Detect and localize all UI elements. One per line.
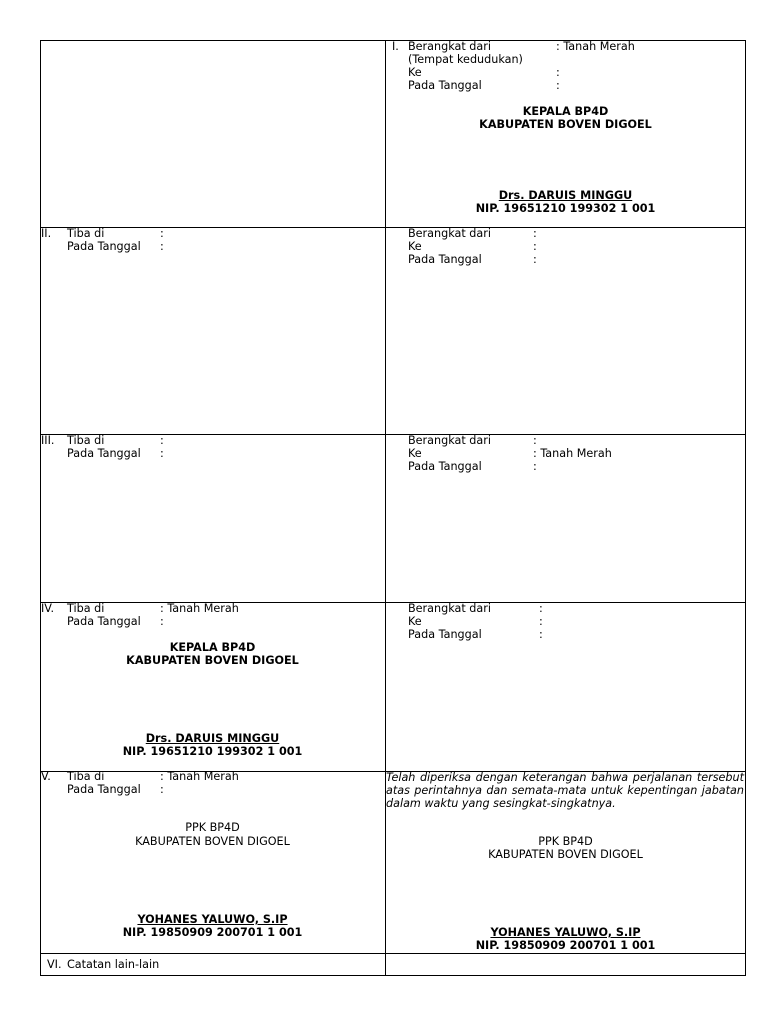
office-subtitle: KABUPATEN BOVEN DIGOEL [126,654,299,667]
row-number: III. [41,434,55,447]
ke-value: : Tanah Merah [533,447,612,460]
tanggal-value: : [160,447,164,460]
signer-name: YOHANES YALUWO, S.IP [137,913,288,926]
tempat-kedudukan-label: (Tempat kedudukan) [408,53,523,66]
ke-label: Ke [408,447,422,460]
berangkat-value: : [539,602,543,615]
berangkat-label: Berangkat dari [408,434,491,447]
berangkat-label: Berangkat dari [408,602,491,615]
tiba-value: : [160,434,164,447]
berangkat-label: Berangkat dari [408,40,491,53]
office-title: KEPALA BP4D [522,105,609,118]
right-office-title: PPK BP4D [538,835,593,848]
tanggal-value: : [160,615,164,628]
right-signer-nip: NIP. 19850909 200701 1 001 [475,939,656,952]
verification-statement: Telah diperiksa dengan keterangan bahwa perjalanan tersebut atas perintahnya dan semata-mata untuk kepentingan jabatan dalam waktu yang sesingkat-singkatnya. [386,771,744,810]
tanggal-label: Pada Tanggal [408,79,482,92]
office-subtitle: KABUPATEN BOVEN DIGOEL [479,118,652,131]
tiba-label: Tiba di [67,770,105,783]
right-tanggal-label: Pada Tanggal [408,628,482,641]
ke-label: Ke [408,240,422,253]
row-number: II. [41,227,52,240]
right-tanggal-value: : [533,460,537,473]
row-divider-3 [40,602,746,603]
signer-name: Drs. DARUIS MINGGU [498,189,633,202]
berangkat-value: : [533,434,537,447]
tiba-label: Tiba di [67,602,105,615]
tiba-value: : Tanah Merah [160,770,239,783]
catatan-label: Catatan lain-lain [67,958,160,971]
right-tanggal-value: : [533,253,537,266]
right-office-subtitle: KABUPATEN BOVEN DIGOEL [488,848,643,861]
row-number: IV. [41,602,55,615]
tanggal-value: : [556,79,560,92]
signer-name: Drs. DARUIS MINGGU [145,732,280,745]
signer-nip: NIP. 19850909 200701 1 001 [122,926,303,939]
office-subtitle: KABUPATEN BOVEN DIGOEL [135,835,290,848]
right-signer-name: YOHANES YALUWO, S.IP [490,926,641,939]
office-title: KEPALA BP4D [169,641,256,654]
tiba-value: : Tanah Merah [160,602,239,615]
ke-value: : [533,240,537,253]
berangkat-value: : [533,227,537,240]
travel-endorsement-form [40,40,746,976]
row-number: I. [392,40,399,53]
tiba-label: Tiba di [67,227,105,240]
border-right [745,40,746,976]
right-tanggal-label: Pada Tanggal [408,253,482,266]
row-number: V. [41,770,51,783]
ke-label: Ke [408,66,422,79]
row-number: VI. [47,958,62,971]
tanggal-label: Pada Tanggal [67,615,141,628]
ke-value: : [556,66,560,79]
right-tanggal-value: : [539,628,543,641]
ke-label: Ke [408,615,422,628]
row-divider-5 [40,953,746,954]
tanggal-label: Pada Tanggal [67,447,141,460]
tanggal-value: : [160,240,164,253]
row-divider-2 [40,434,746,435]
signer-nip: NIP. 19651210 199302 1 001 [122,745,303,758]
tanggal-value: : [160,783,164,796]
berangkat-label: Berangkat dari [408,227,491,240]
right-tanggal-label: Pada Tanggal [408,460,482,473]
tiba-label: Tiba di [67,434,105,447]
signer-nip: NIP. 19651210 199302 1 001 [475,202,656,215]
tiba-value: : [160,227,164,240]
office-title: PPK BP4D [185,821,240,834]
tanggal-label: Pada Tanggal [67,783,141,796]
tanggal-label: Pada Tanggal [67,240,141,253]
berangkat-value: : Tanah Merah [556,40,635,53]
row-divider-1 [40,227,746,228]
ke-value: : [539,615,543,628]
border-bottom [40,975,746,976]
